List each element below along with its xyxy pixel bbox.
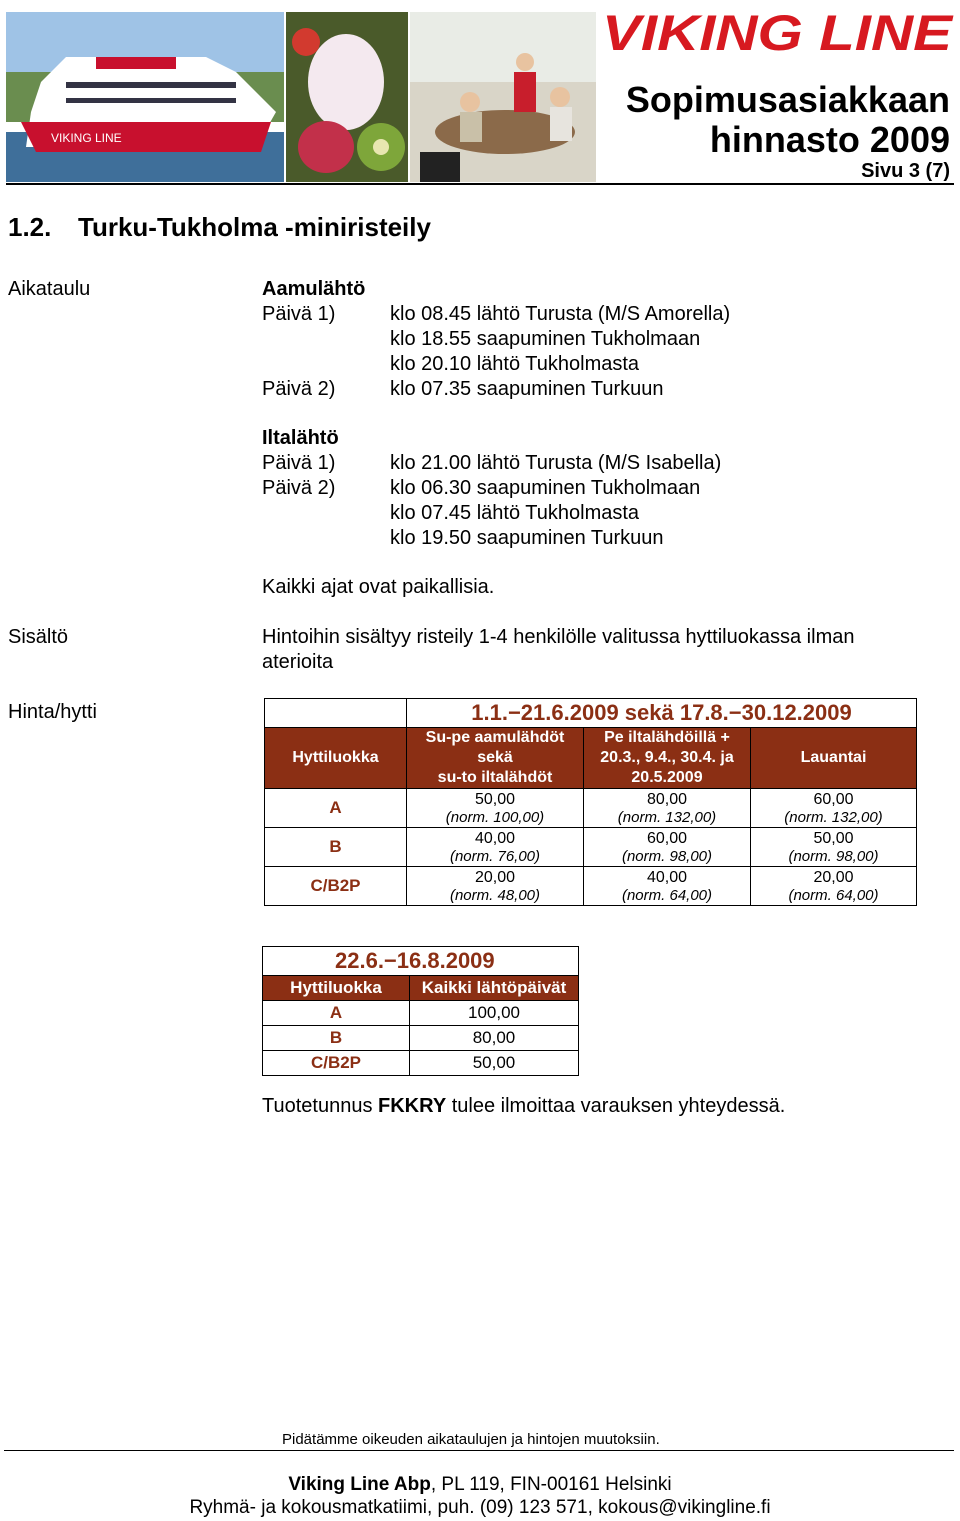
evening-heading: Iltalähtö bbox=[262, 427, 339, 449]
disclaimer: Pidätämme oikeuden aikataulujen ja hintojen muutoksiin. bbox=[282, 1431, 660, 1448]
content-label: Sisältö bbox=[8, 626, 69, 648]
period-heading: 1.1.−21.6.2009 sekä 17.8.−30.12.2009 bbox=[407, 699, 917, 728]
product-code-note: Tuotetunnus FKKRY tulee ilmoittaa varauksen yhteydessä. bbox=[262, 1095, 786, 1117]
morning-schedule: Päivä 1) klo 08.45 lähtö Turusta (M/S Amorella) klo 18.55 saapuminen Tukholmaan klo 20.10 lähtö Tukholmasta Päivä 2) klo 07.35 saapuminen Turkuun bbox=[262, 303, 731, 400]
period-heading: 22.6.−16.8.2009 bbox=[263, 947, 579, 976]
column-header-friday: Pe iltalähdöillä + 20.3., 9.4., 30.4. ja 20.5.2009 bbox=[584, 728, 751, 789]
fruit-photo bbox=[286, 12, 408, 182]
column-header-class: Hyttiluokka bbox=[263, 976, 410, 1001]
table-row: B 40,00 (norm. 76,00) 60,00 (norm. 98,00) 50,00 (norm. 98,00) bbox=[265, 828, 917, 867]
evening-schedule: Päivä 1) klo 21.00 lähtö Turusta (M/S Isabella) Päivä 2) klo 06.30 saapuminen Tukholmaan klo 07.45 lähtö Tukholmasta klo 19.50 saapuminen Turkuun bbox=[262, 452, 722, 549]
table-row: C/B2P 50,00 bbox=[263, 1051, 579, 1076]
price-table-main-season bbox=[264, 698, 917, 906]
price-table-summer bbox=[262, 946, 579, 1076]
column-header-all-days: Kaikki lähtöpäivät bbox=[410, 976, 579, 1001]
header-divider bbox=[6, 183, 954, 185]
document-title: Sopimusasiakkaan hinnasto 2009 bbox=[625, 79, 950, 160]
product-code: FKKRY bbox=[378, 1095, 447, 1117]
ship-photo bbox=[6, 12, 284, 182]
footer-company: Viking Line Abp, PL 119, FIN-00161 Helsinki bbox=[288, 1474, 672, 1495]
footer-contact: Ryhmä- ja kokousmatkatiimi, puh. (09) 123 571, kokous@vikingline.fi bbox=[189, 1497, 771, 1518]
table-row: A 100,00 bbox=[263, 1001, 579, 1026]
section-title: 1.2. Turku-Tukholma -miniristeily bbox=[8, 212, 431, 242]
viking-line-logo bbox=[600, 4, 956, 60]
column-header-weekday: Su-pe aamulähdöt sekä su-to iltalähdöt bbox=[407, 728, 584, 789]
column-header-saturday: Lauantai bbox=[751, 728, 917, 789]
content-text: Hintoihin sisältyy risteily 1-4 henkilölle valitussa hyttiluokassa ilman aterioita bbox=[262, 626, 855, 673]
svg-text:VIKING LINE: VIKING LINE bbox=[602, 5, 954, 60]
schedule-note: Kaikki ajat ovat paikallisia. bbox=[262, 576, 495, 598]
table-row: B 80,00 bbox=[263, 1026, 579, 1051]
svg-text:VIKING LINE: VIKING LINE bbox=[51, 131, 122, 145]
meeting-photo bbox=[410, 12, 596, 182]
table-row: C/B2P 20,00 (norm. 48,00) 40,00 (norm. 64,00) 20,00 (norm. 64,00) bbox=[265, 867, 917, 906]
morning-heading: Aamulähtö bbox=[262, 278, 366, 300]
table-row: A 50,00 (norm. 100,00) 80,00 (norm. 132,00) 60,00 (norm. 132,00) bbox=[265, 789, 917, 828]
pricing-label: Hinta/hytti bbox=[8, 701, 97, 723]
footer-divider bbox=[4, 1450, 954, 1451]
column-header-class: Hyttiluokka bbox=[265, 728, 407, 789]
schedule-label: Aikataulu bbox=[8, 278, 91, 300]
page-number: Sivu 3 (7) bbox=[861, 160, 950, 182]
